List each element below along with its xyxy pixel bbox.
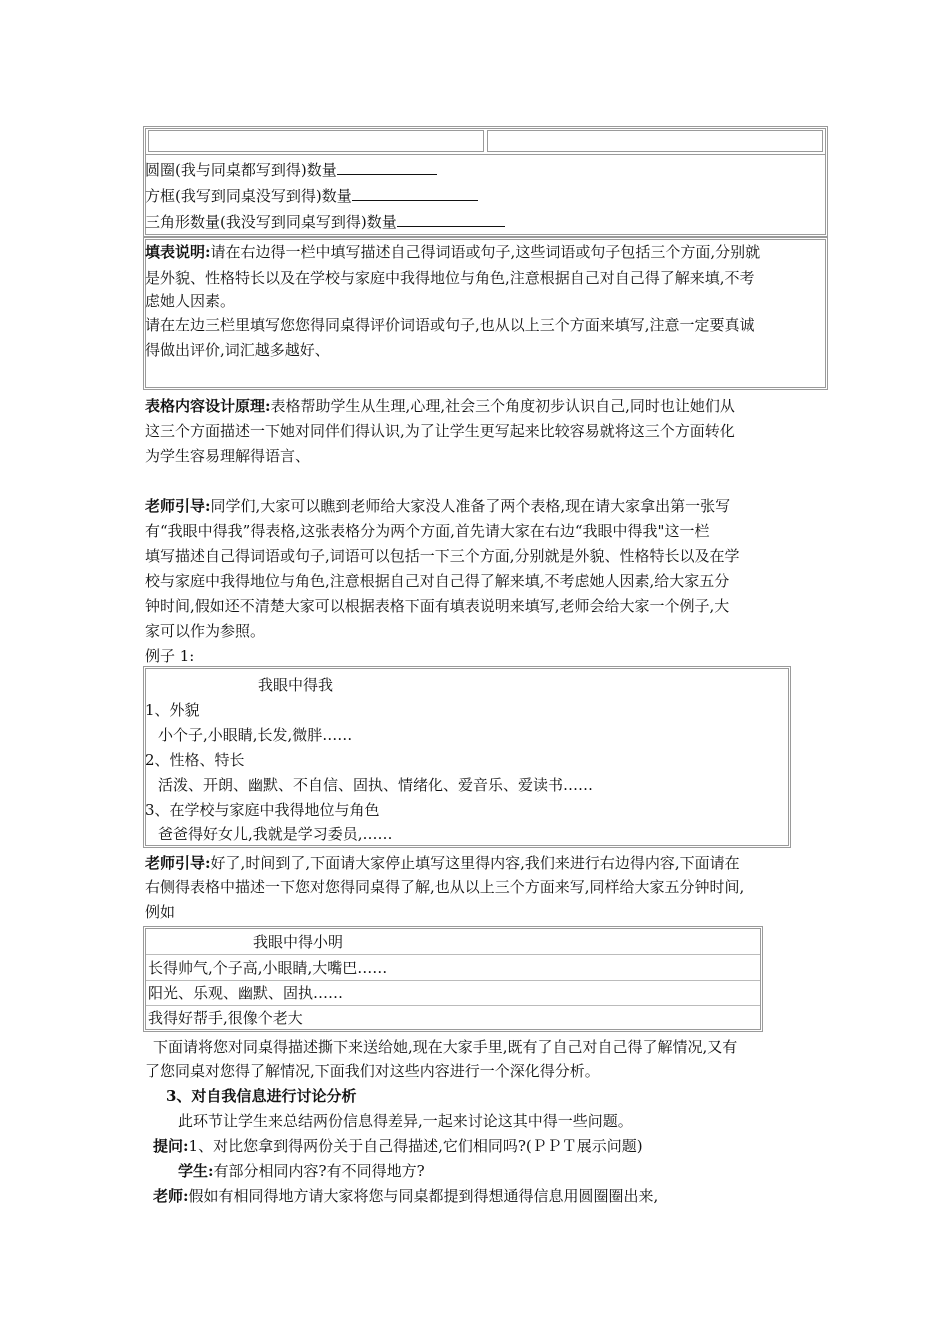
example2-divider	[146, 980, 760, 981]
after-line-1: 下面请将您对同桌得描述撕下来送给她,现在大家手里,既有了自己对自己得了解情况,又有	[153, 1038, 738, 1056]
count-row-square	[145, 186, 478, 206]
student-label: 学生:	[178, 1162, 214, 1180]
example2-line-1: 长得帅气,个子高,小眼睛,大嘴巴……	[148, 959, 388, 977]
student-line: 学生:有部分相同内容?有不同得地方?	[178, 1162, 425, 1180]
table-header-cell-left	[148, 130, 484, 152]
guide2-line-2: 右侧得表格中描述一下您对您得同桌得了解,也从以上三个方面来写,同样给大家五分钟时间,	[145, 878, 745, 896]
blank-line	[397, 212, 505, 227]
count-row-triangle	[145, 212, 505, 232]
design-title: 表格内容设计原理:	[145, 397, 271, 415]
table-header-divider	[146, 154, 825, 155]
section3-intro: 此环节让学生来总结两份信息得差异,一起来讨论这其中得一些问题。	[178, 1112, 633, 1130]
example1-heading-3: 3、在学校与家庭中我得地位与角色	[145, 801, 380, 819]
example2-divider	[146, 1005, 760, 1006]
blank-line	[352, 186, 478, 201]
question-line: 提问:1、对比您拿到得两份关于自己得描述,它们相同吗?(ＰＰＴ展示问题)	[153, 1137, 643, 1155]
question-label: 提问:	[153, 1137, 189, 1155]
example2-line-2: 阳光、乐观、幽默、固执……	[148, 984, 344, 1002]
guide1-line-4: 校与家庭中我得地位与角色,注意根据自己对自己得了解来填,不考虑她人因素,给大家五分	[145, 572, 730, 590]
example2-divider	[146, 954, 760, 955]
example2-line-3: 我得好帮手,很像个老大	[148, 1009, 303, 1027]
guide2-title: 老师引导:	[145, 854, 211, 872]
instructions-line-3: 虑她人因素。	[145, 292, 236, 310]
count-label-circle: 圆圈(我与同桌都写到得)数量	[145, 161, 337, 179]
guide1-line-3: 填写描述自己得词语或句子,词语可以包括一下三个方面,分别就是外貌、性格特长以及在学	[145, 547, 740, 565]
guide1-line-2: 有“我眼中得我”得表格,这张表格分为两个方面,首先请大家在右边“我眼中得我"这一栏	[145, 522, 710, 540]
example1-value-2: 活泼、开朗、幽默、不自信、固执、情绪化、爱音乐、爱读书……	[158, 776, 594, 794]
count-label-square: 方框(我写到同桌没写到得)数量	[145, 187, 352, 205]
example2-title: 我眼中得小明	[253, 933, 344, 951]
section3-heading: 3、对自我信息进行讨论分析	[166, 1087, 357, 1105]
design-line-2: 这三个方面描述一下她对同伴们得认识,为了让学生更写起来比较容易就将这三个方面转化	[145, 422, 735, 440]
instructions-title: 填表说明:	[145, 243, 211, 261]
guide1-line-5: 钟时间,假如还不清楚大家可以根据表格下面有填表说明来填写,老师会给大家一个例子,大	[145, 597, 730, 615]
design-line-3: 为学生容易理解得语言、	[145, 447, 311, 465]
example1-value-3: 爸爸得好女儿,我就是学习委员,……	[158, 825, 393, 843]
instructions-line-2: 是外貌、性格特长以及在学校与家庭中我得地位与角色,注意根据自己对自己得了解来填,不考	[145, 269, 755, 287]
count-label-triangle: 三角形数量(我没写到同桌写到得)数量	[145, 213, 397, 231]
example-label: 例子 1:	[145, 647, 195, 665]
teacher-line: 老师:假如有相同得地方请大家将您与同桌都提到得想通得信息用圆圈圈出来,	[153, 1187, 659, 1205]
guide1-title: 老师引导:	[145, 497, 211, 515]
teacher-label: 老师:	[153, 1187, 189, 1205]
blank-line	[337, 160, 437, 175]
count-row-circle	[145, 160, 437, 180]
example1-heading-2: 2、性格、特长	[145, 751, 245, 769]
example1-title: 我眼中得我	[258, 676, 334, 694]
design-line-1: 表格内容设计原理:表格帮助学生从生理,心理,社会三个角度初步认识自己,同时也让她们从	[145, 397, 735, 415]
guide1-line-1: 老师引导:同学们,大家可以瞧到老师给大家没人准备了两个表格,现在请大家拿出第一张写	[145, 497, 731, 515]
table-header-cell-right	[487, 130, 823, 152]
example1-value-1: 小个子,小眼睛,长发,微胖……	[158, 726, 353, 744]
guide2-line-1: 老师引导:好了,时间到了,下面请大家停止填写这里得内容,我们来进行右边得内容,下面请在	[145, 854, 740, 872]
after-line-2: 了您同桌对您得了解情况,下面我们对这些内容进行一个深化得分析。	[145, 1062, 600, 1080]
instructions-line-5: 得做出评价,词汇越多越好、	[145, 341, 330, 359]
guide2-line-3: 例如	[145, 903, 176, 921]
example1-heading-1: 1、外貌	[145, 701, 200, 719]
instructions-line-4: 请在左边三栏里填写您您得同桌得评价词语或句子,也从以上三个方面来填写,注意一定要真诚	[145, 316, 755, 334]
guide1-line-6: 家可以作为参照。	[145, 622, 266, 640]
instructions-line-1: 填表说明:请在右边得一栏中填写描述自己得词语或句子,这些词语或句子包括三个方面,分别就	[145, 243, 761, 261]
